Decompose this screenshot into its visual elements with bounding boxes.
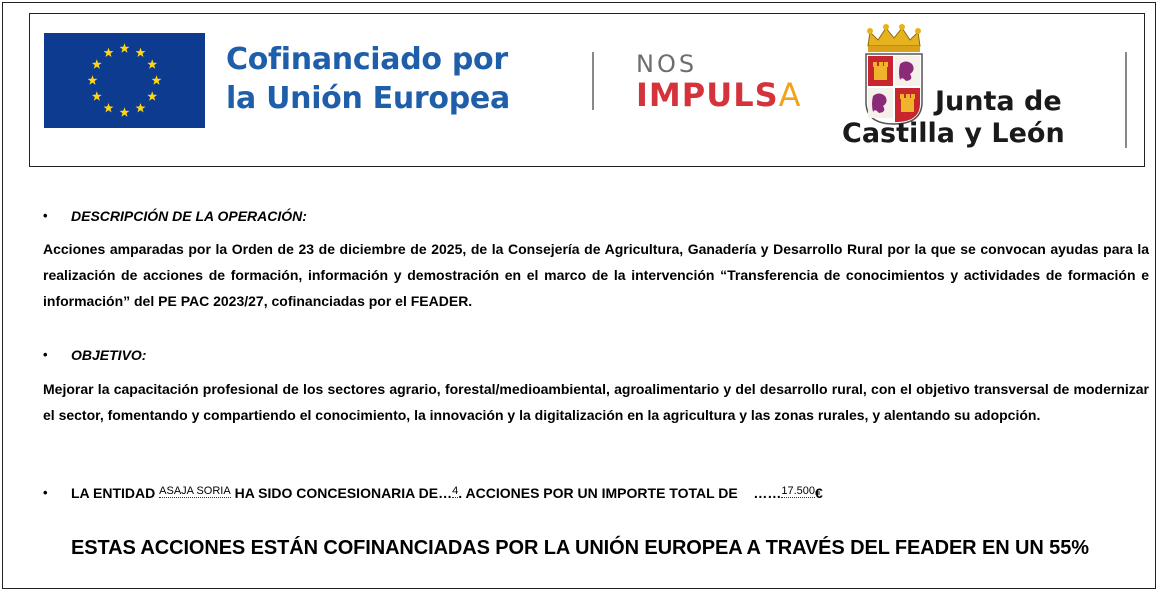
eu-flag-icon [44,33,205,128]
label-granted: HA SIDO CONCESIONARIA DE [234,485,439,501]
logo-divider [592,52,594,110]
filler-dots: …… [753,485,782,501]
document-page [2,2,1156,589]
bullet: • [43,347,48,362]
eu-cofinanced-line1: Cofinanciado por [226,42,508,77]
amount-field: 17.500 [781,485,815,497]
junta-logo-line2: Castilla y León [842,118,1065,149]
filler-dots: … [438,485,453,501]
nos-impulsa-logo-bottom [636,76,802,114]
junta-logo-line1: Junta de [935,86,1062,117]
impulsa-last-letter: A [778,76,802,114]
objective-paragraph: Mejorar la capacitación profesional de los sectores agrario, forestal/medioambiental, agroalimentario y del desarrollo rural, con el objetivo transversal de modernizar el sector, fomentando y compartiendo el conocimiento, la innovación y la digitalización en la agricultura y las zonas rurales, y alentando su adopción. [43,381,1149,423]
logo-divider [1125,52,1127,148]
description-paragraph: Acciones amparadas por la Orden de 23 de diciembre de 2025, de la Consejería de Agricultura, Ganadería y Desarrollo Rural por la que se convocan ayudas para la realización de acciones de formación, información y demostración en el marco de la intervención “Transferencia de conocimientos y actividades de formación e información” del PE PAC 2023/27, cofinanciadas por el FEADER. [43,241,1149,309]
bullet: • [43,208,48,223]
impulsa-text: IMPULS [636,76,779,114]
funding-logo-banner [29,13,1145,167]
label-entity: LA ENTIDAD [71,485,156,501]
bullet: • [43,485,48,500]
nos-impulsa-logo-top: NOS [636,50,698,78]
castilla-leon-coat-of-arms-icon [862,24,926,126]
label-actions: . ACCIONES POR UN IMPORTE TOTAL DE [458,485,738,501]
currency-symbol: € [814,485,823,501]
award-line [71,485,823,501]
section-title: DESCRIPCIÓN DE LA OPERACIÓN: [71,208,307,224]
cofinancing-statement: ESTAS ACCIONES ESTÁN COFINANCIADAS POR LA UNIÓN EUROPEA A TRAVÉS DEL FEADER EN UN 55% [71,537,1089,559]
entity-name-field: ASAJA SORIA [159,485,231,497]
eu-cofinanced-line2: la Unión Europea [226,81,510,116]
section-title: OBJETIVO: [71,347,147,363]
actions-count-field: 4 [452,485,459,497]
